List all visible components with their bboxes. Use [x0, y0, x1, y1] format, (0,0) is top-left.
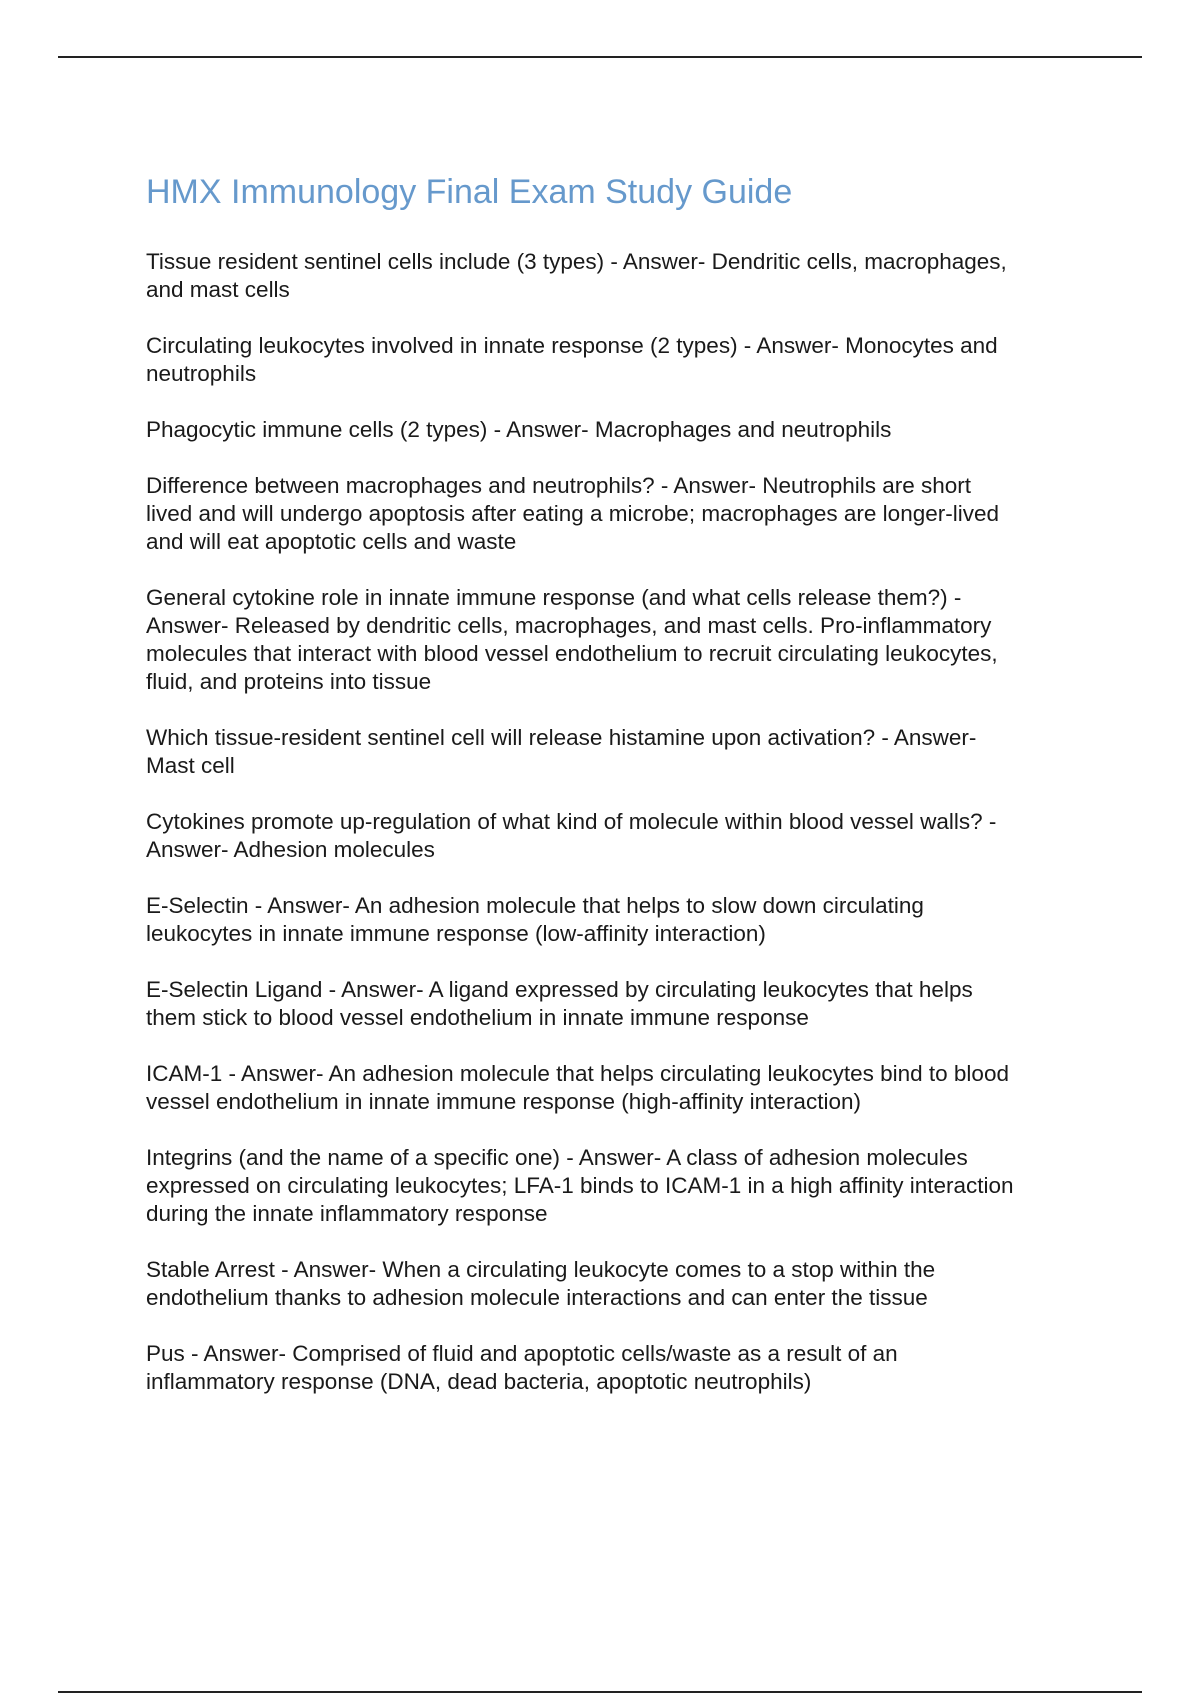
qa-entry-stable-arrest	[146, 1256, 1086, 1312]
qa-text-line: them stick to blood vessel endothelium in innate immune response	[146, 1005, 809, 1030]
qa-text-line: and mast cells	[146, 277, 290, 302]
qa-entry-cytokine-upregulation	[146, 808, 1086, 864]
qa-text-line: expressed on circulating leukocytes; LFA-1 binds to ICAM-1 in a high affinity interaction	[146, 1173, 1014, 1198]
qa-text-line: Circulating leukocytes involved in innate response (2 types) - Answer- Monocytes and	[146, 333, 998, 358]
qa-text-line: Tissue resident sentinel cells include (3 types) - Answer- Dendritic cells, macrophages,	[146, 249, 1007, 274]
qa-entry-e-selectin-ligand	[146, 976, 1086, 1032]
qa-text-line: lived and will undergo apoptosis after eating a microbe; macrophages are longer-lived	[146, 501, 999, 526]
qa-entry-cytokine-role	[146, 584, 1086, 696]
qa-text-line: Answer- Adhesion molecules	[146, 837, 435, 862]
qa-text-line: during the innate inflammatory response	[146, 1201, 548, 1226]
qa-entry-phagocytic-cells	[146, 416, 1086, 444]
qa-text-line: General cytokine role in innate immune response (and what cells release them?) -	[146, 585, 962, 610]
qa-text-line: molecules that interact with blood vessel endothelium to recruit circulating leukocytes,	[146, 641, 998, 666]
qa-entry-pus	[146, 1340, 1086, 1396]
qa-entry-sentinel-cells	[146, 248, 1086, 304]
qa-entry-integrins	[146, 1144, 1086, 1228]
qa-text-line: and will eat apoptotic cells and waste	[146, 529, 517, 554]
qa-entry-histamine	[146, 724, 1086, 780]
qa-text-line: vessel endothelium in innate immune response (high-affinity interaction)	[146, 1089, 861, 1114]
qa-text-line: Pus - Answer- Comprised of fluid and apoptotic cells/waste as a result of an	[146, 1341, 898, 1366]
qa-text-line: E-Selectin - Answer- An adhesion molecule that helps to slow down circulating	[146, 893, 924, 918]
document-body	[146, 170, 1086, 1424]
qa-text-line: Which tissue-resident sentinel cell will release histamine upon activation? - Answer-	[146, 725, 977, 750]
bottom-rule	[58, 1691, 1142, 1693]
qa-text-line: Phagocytic immune cells (2 types) - Answer- Macrophages and neutrophils	[146, 417, 892, 442]
qa-text-line: Difference between macrophages and neutrophils? - Answer- Neutrophils are short	[146, 473, 972, 498]
qa-text-line: Answer- Released by dendritic cells, macrophages, and mast cells. Pro-inflammatory	[146, 613, 992, 638]
qa-text-line: Mast cell	[146, 753, 235, 778]
qa-text-line: endothelium thanks to adhesion molecule interactions and can enter the tissue	[146, 1285, 928, 1310]
qa-text-line: neutrophils	[146, 361, 257, 386]
qa-text-line: fluid, and proteins into tissue	[146, 669, 432, 694]
qa-entry-circulating-leukocytes	[146, 332, 1086, 388]
qa-text-line: inflammatory response (DNA, dead bacteria, apoptotic neutrophils)	[146, 1369, 812, 1394]
qa-entry-icam-1	[146, 1060, 1086, 1116]
qa-text-line: ICAM-1 - Answer- An adhesion molecule that helps circulating leukocytes bind to blood	[146, 1061, 1009, 1086]
qa-text-line: Cytokines promote up-regulation of what kind of molecule within blood vessel walls? -	[146, 809, 997, 834]
qa-entry-macrophage-vs-neutrophil	[146, 472, 1086, 556]
top-rule	[58, 56, 1142, 58]
page-title: HMX Immunology Final Exam Study Guide	[146, 173, 793, 211]
qa-text-line: E-Selectin Ligand - Answer- A ligand expressed by circulating leukocytes that helps	[146, 977, 973, 1002]
qa-text-line: leukocytes in innate immune response (low-affinity interaction)	[146, 921, 766, 946]
qa-text-line: Stable Arrest - Answer- When a circulating leukocyte comes to a stop within the	[146, 1257, 936, 1282]
qa-text-line: Integrins (and the name of a specific one) - Answer- A class of adhesion molecules	[146, 1145, 968, 1170]
qa-entry-e-selectin	[146, 892, 1086, 948]
